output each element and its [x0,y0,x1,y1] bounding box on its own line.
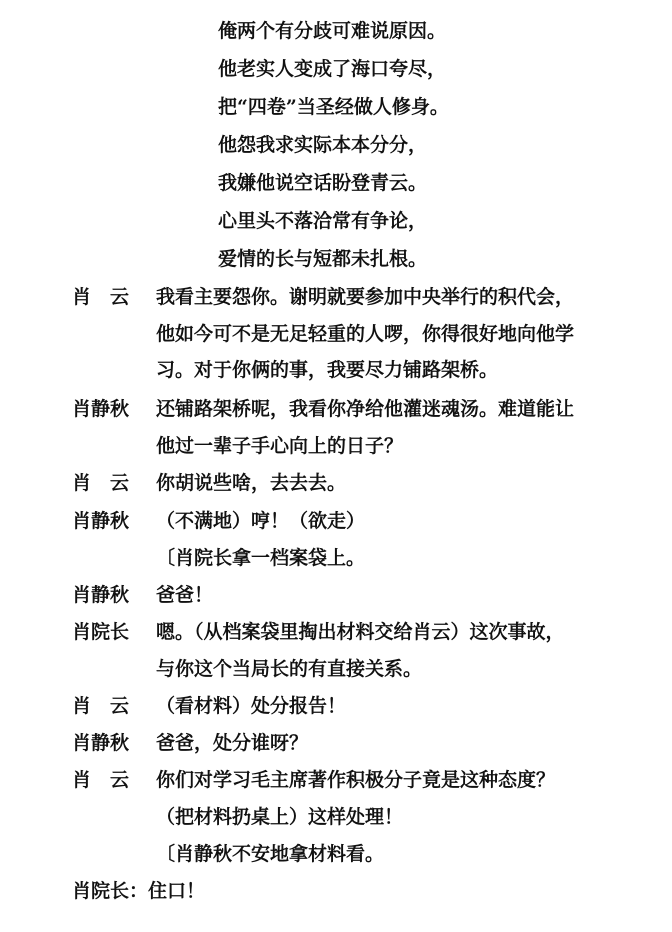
speaker-name: 肖 云 [72,472,130,494]
dialogue-line: 我看主要怨你。谢明就要参加中央举行的积代会， [156,286,575,308]
dialogue-line: 他如今可不是无足轻重的人啰，你得很好地向他学 [156,323,575,345]
speaker-name: 肖静秋 [72,732,130,754]
stage-direction: 〔肖静秋不安地拿材料看。 [156,843,385,865]
verse-line: 他老实人变成了海口夸尽， [218,58,447,80]
verse-line: 心里头不落洽常有争论， [218,210,428,232]
speaker-name: 肖院长 [72,621,130,643]
verse-line: 他怨我求实际本本分分， [218,134,428,156]
speaker-name: 肖静秋 [72,510,130,532]
verse-line: 我嫌他说空话盼登青云。 [218,172,428,194]
dialogue-line: （看材料）处分报告！ [156,695,347,717]
dialogue-line: （把材料扔桌上）这样处理！ [156,806,404,828]
verse-line: 爱情的长与短都未扎根。 [218,248,428,270]
dialogue-line: 习。对于你俩的事，我要尽力铺路架桥。 [156,359,499,381]
dialogue-line: （不满地）哼！（欲走） [156,510,366,532]
dialogue-line: 还铺路架桥呢，我看你净给他灌迷魂汤。难道能让 [156,398,575,420]
dialogue-line: 你们对学习毛主席著作积极分子竟是这种态度？ [156,769,556,791]
verse-line: 把“四卷”当圣经做人修身。 [218,96,449,118]
verse-line: 俺两个有分歧可难说原因。 [218,20,447,42]
dialogue-line: 他过一辈子手心向上的日子？ [156,435,404,457]
dialogue-line: 嗯。（从档案袋里掏出材料交给肖云）这次事故， [156,621,565,643]
speaker-name: 肖静秋 [72,584,130,606]
stage-direction: 〔肖院长拿一档案袋上。 [156,547,366,569]
dialogue-line: 爸爸，处分谁呀？ [156,732,309,754]
speaker-name: 肖 云 [72,286,130,308]
dialogue-line: 你胡说些啥，去去去。 [156,472,347,494]
dialogue-inline-line: 肖院长：住口！ [72,880,206,902]
dialogue-line: 与你这个当局长的有直接关系。 [156,658,423,680]
speaker-name: 肖静秋 [72,398,130,420]
speaker-name: 肖 云 [72,769,130,791]
dialogue-line: 爸爸！ [156,584,214,606]
speaker-name: 肖 云 [72,695,130,717]
